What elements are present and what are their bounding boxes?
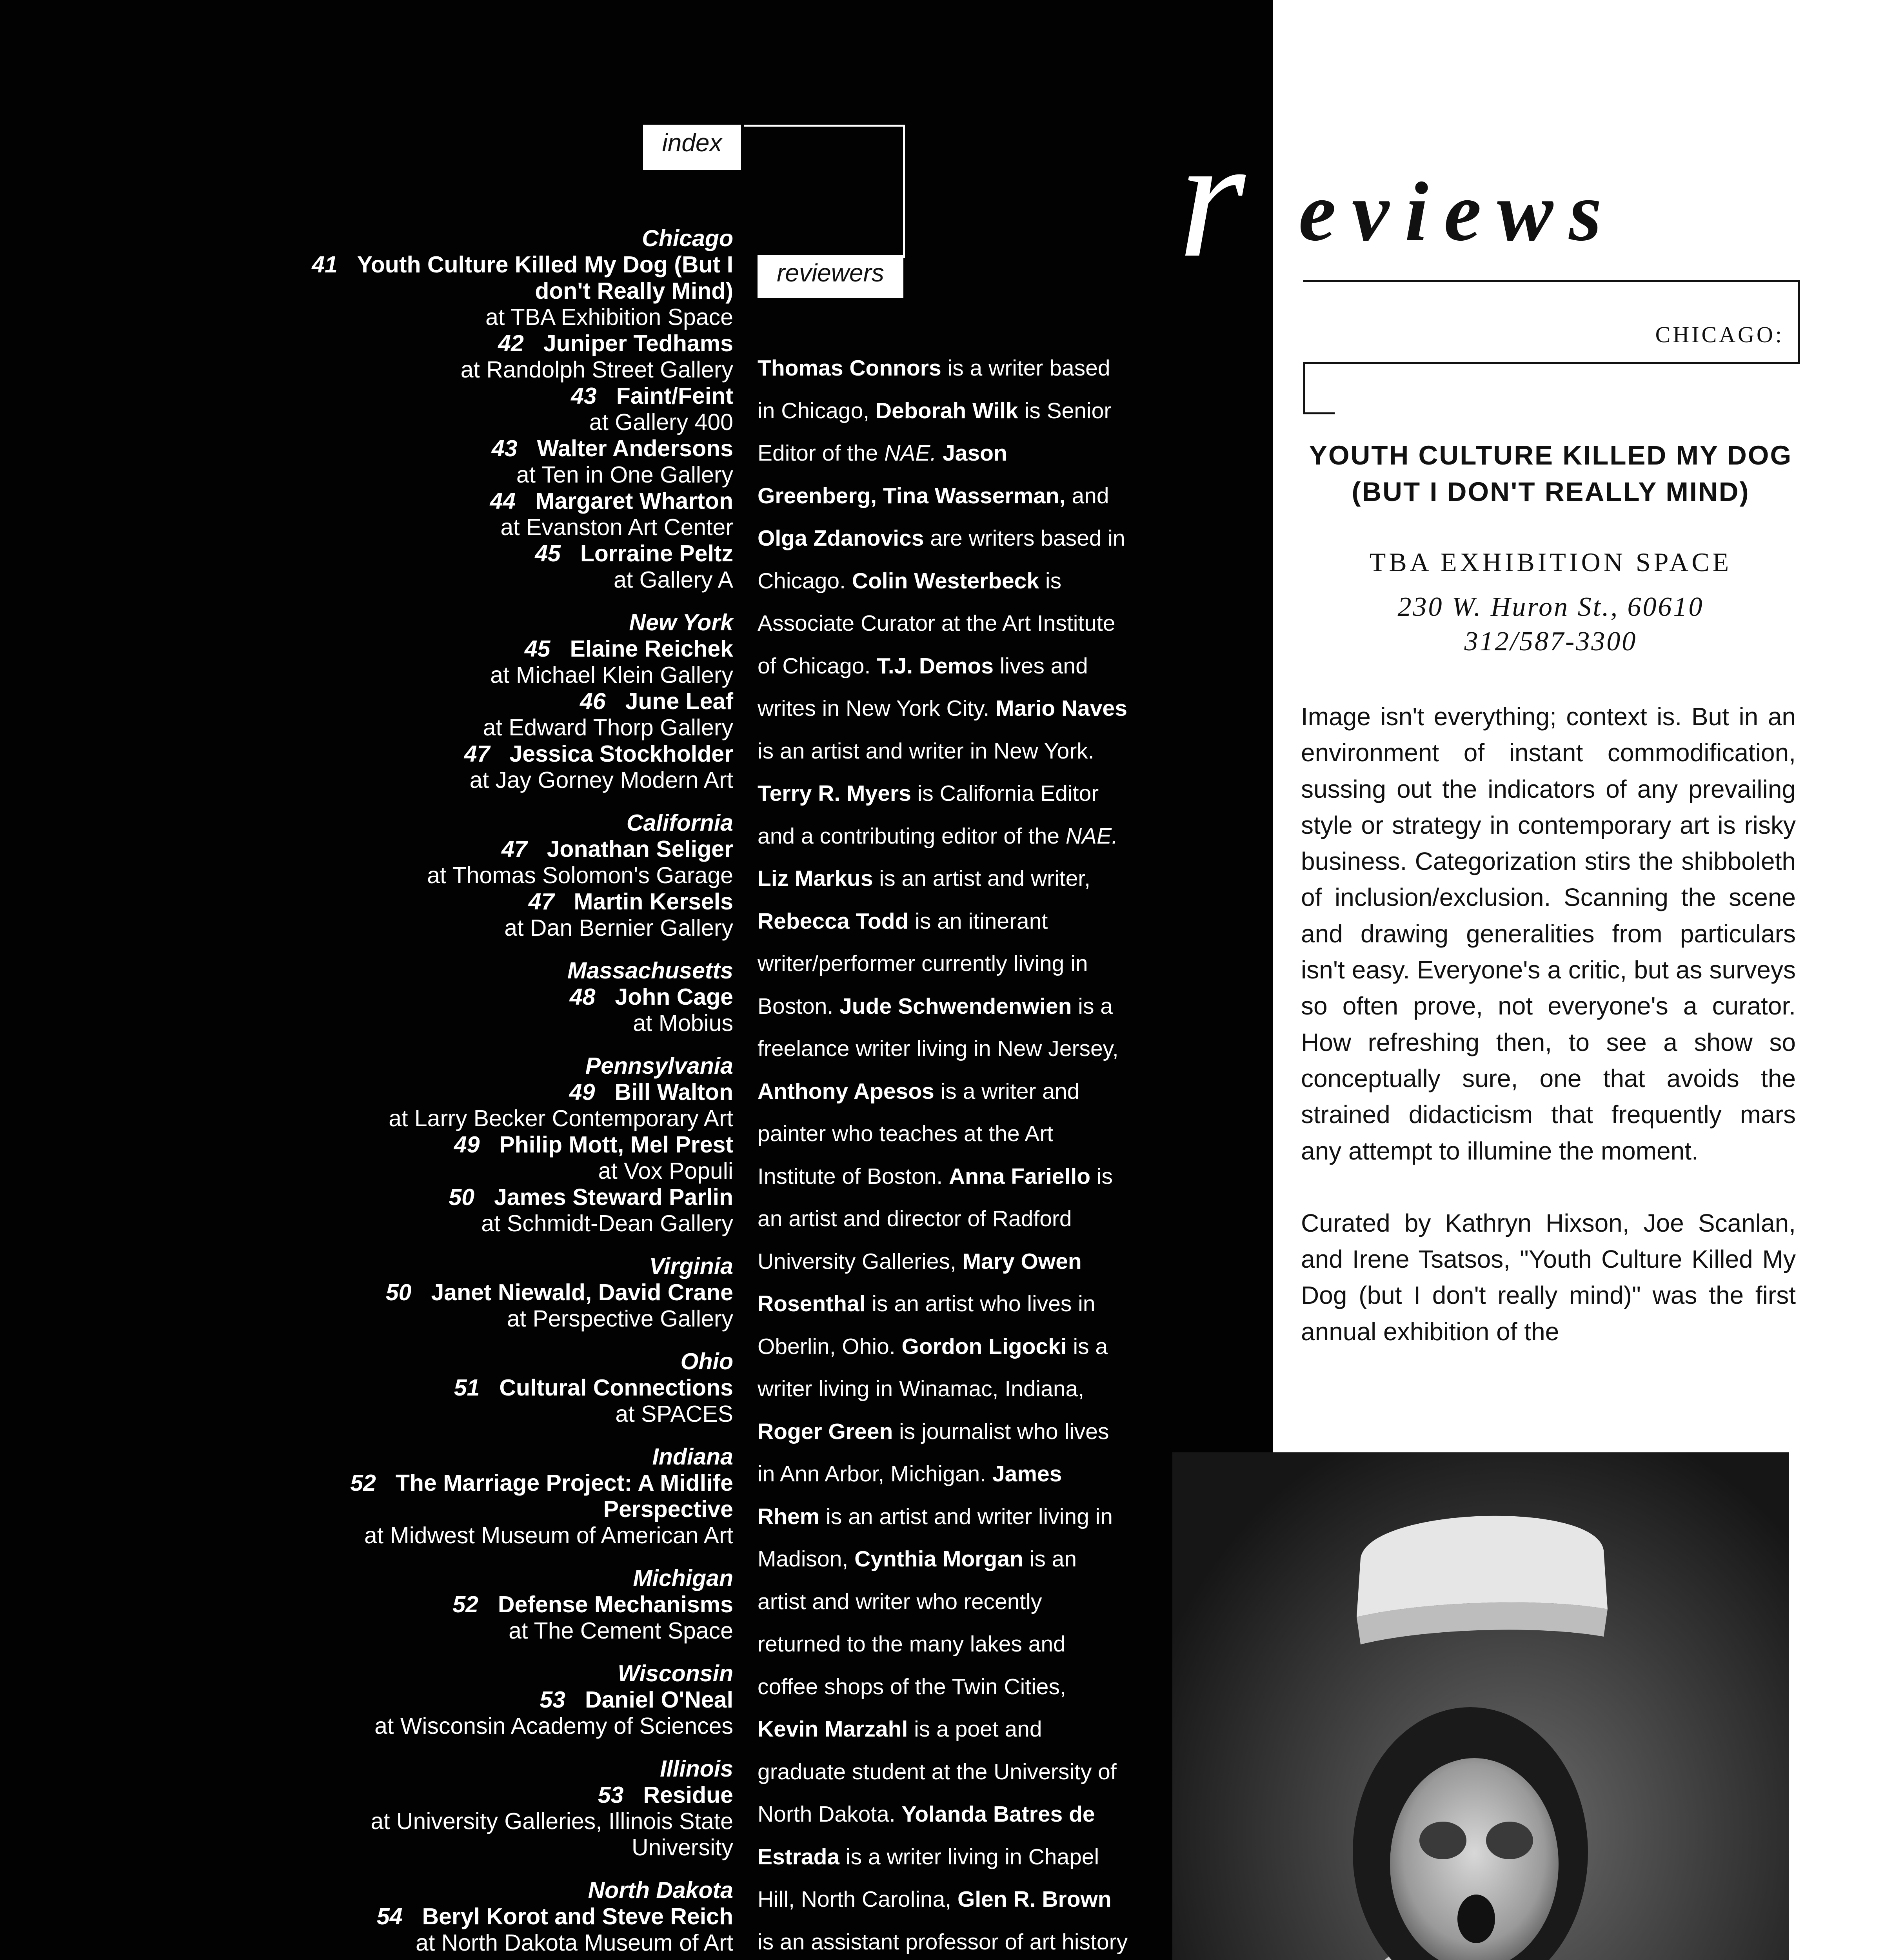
reviewer-text: is a freelance writer living in New Jersey, <box>758 993 1119 1061</box>
index-bracket <box>744 125 905 258</box>
index-entry-title <box>274 1079 733 1105</box>
index-entry-title <box>274 1184 733 1210</box>
index-venue: at Perspective Gallery <box>507 1306 733 1332</box>
reviewer-text: is a writer living in Winamac, Indiana, <box>758 1334 1108 1401</box>
index-entry-title <box>274 741 733 767</box>
reviewer-text: is a writer based in Chicago, <box>758 356 1110 423</box>
index-entry-title <box>274 889 733 915</box>
index-page-number: 48 <box>569 984 596 1010</box>
header-box-bracket-foot <box>1303 412 1335 414</box>
index-title-text: Youth Culture Killed My Dog (But I don't Really Mind) <box>357 252 733 304</box>
index-entry-title <box>274 984 733 1010</box>
index-title-text: John Cage <box>615 984 733 1010</box>
reviewer-name: Mario Naves <box>996 696 1127 721</box>
reviewer-text: is Senior Editor of the <box>758 398 1112 466</box>
review-address <box>1294 590 1808 659</box>
photo-margin <box>1789 1452 1884 1960</box>
reviewer-text: is a writer living in Chapel Hill, North Carolina, <box>758 1844 1099 1912</box>
index-title-text: Jessica Stockholder <box>509 741 733 767</box>
reviewer-text: is an artist and writer living in Madison, <box>758 1504 1113 1572</box>
index-venue: at Wisconsin Academy of Sciences <box>374 1713 733 1739</box>
index-venue: at Vox Populi <box>598 1158 733 1184</box>
index-title-text: Faint/Feint <box>616 383 733 409</box>
index-page-number: 42 <box>498 330 524 356</box>
reviewer-text: is an artist and director of Radford University Galleries, <box>758 1163 1113 1274</box>
photo-figure <box>1172 1452 1789 1960</box>
index-venue: at Michael Klein Gallery <box>490 662 733 688</box>
reviewer-name: Deborah Wilk <box>876 398 1018 423</box>
index-page-number: 50 <box>449 1184 475 1210</box>
reviewer-text: are writers based in Chicago. <box>758 526 1125 593</box>
index-list <box>274 225 733 1960</box>
reviewer-text: is California Editor and a contributing editor of the <box>758 781 1099 849</box>
index-region: North Dakota <box>588 1877 733 1903</box>
index-venue: at Schmidt-Dean Gallery <box>481 1210 733 1236</box>
reviewer-name: Anna Fariello <box>948 1163 1091 1189</box>
index-entry-title <box>274 1687 733 1713</box>
index-region: Wisconsin <box>618 1661 733 1686</box>
index-venue: at Jay Gorney Modern Art <box>469 767 733 793</box>
reviewer-name: Terry R. Myers <box>758 781 911 806</box>
reviewer-name: Olga Zdanovics <box>758 526 924 551</box>
index-region: Illinois <box>660 1756 733 1782</box>
index-venue: at Randolph Street Gallery <box>460 357 733 383</box>
tab-index: index <box>643 125 741 170</box>
index-title-text: Walter Andersons <box>537 436 733 461</box>
review-venue: TBA EXHIBITION SPACE <box>1369 547 1732 577</box>
index-page-number: 47 <box>528 889 554 915</box>
reviewer-name: Mary Owen Rosenthal <box>758 1249 1082 1316</box>
dollface-photo <box>1172 1452 1789 1960</box>
index-title-text: Residue <box>643 1782 733 1808</box>
index-title-text: Lorraine Peltz <box>580 541 733 566</box>
review-title: YOUTH CULTURE KILLED MY DOG (BUT I DON'T REALLY MIND) <box>1309 440 1793 507</box>
index-region: Michigan <box>633 1565 733 1591</box>
index-page-number: 52 <box>350 1470 376 1496</box>
index-entry-title <box>274 1782 733 1808</box>
index-venue: at Larry Becker Contemporary Art <box>389 1105 733 1131</box>
reviewer-text: lives and writes in New York City. <box>758 653 1088 721</box>
reviewer-name: T.J. Demos <box>877 653 994 679</box>
index-entry-title <box>274 436 733 462</box>
reviewer-text: NAE. <box>1065 823 1118 849</box>
index-title-text: Cultural Connections <box>499 1375 733 1401</box>
index-page-number: 45 <box>535 541 561 566</box>
index-page-number: 53 <box>540 1687 565 1713</box>
reviewers-text <box>758 347 1130 1960</box>
index-venue: at The Cement Space <box>509 1618 733 1644</box>
index-entry-title <box>274 636 733 662</box>
index-title-text: Daniel O'Neal <box>585 1687 733 1713</box>
reviewer-text: and <box>1065 483 1109 508</box>
reviewer-name: Cynthia Morgan <box>854 1546 1023 1572</box>
reviewer-text: is an itinerant writer/performer currently living in Boston. <box>758 908 1088 1019</box>
index-entry-title <box>274 1375 733 1401</box>
index-venue: at Thomas Solomon's Garage <box>427 862 733 888</box>
index-venue: at University Galleries, Illinois State University <box>371 1808 733 1860</box>
index-venue: at TBA Exhibition Space <box>485 304 733 330</box>
index-region: Massachusetts <box>567 958 733 984</box>
index-page-number: 50 <box>385 1279 412 1305</box>
index-entry-title <box>274 1279 733 1306</box>
index-venue: at SPACES <box>615 1401 733 1427</box>
index-entry-title <box>274 1904 733 1930</box>
index-title-text: Janet Niewald, David Crane <box>431 1279 733 1305</box>
index-page-number: 46 <box>580 688 606 714</box>
reviewer-name: Jason Greenberg, Tina Wasserman, <box>758 441 1066 508</box>
index-region: Virginia <box>649 1253 733 1279</box>
reviewer-name: Gordon Ligocki <box>901 1334 1067 1359</box>
index-title-text: Defense Mechanisms <box>498 1592 733 1617</box>
reviewer-name: James Rhem <box>758 1461 1062 1529</box>
index-page-number: 53 <box>598 1782 624 1808</box>
index-entry-title <box>274 836 733 862</box>
index-page-number: 41 <box>312 252 338 278</box>
index-venue: at Midwest Museum of American Art <box>364 1523 733 1548</box>
reviewer-name: Kevin Marzahl <box>758 1717 908 1742</box>
index-entry-title <box>274 1470 733 1523</box>
reviewer-name: Rebecca Todd <box>758 908 909 934</box>
index-region: Pennsylvania <box>585 1053 733 1079</box>
index-venue: at Gallery 400 <box>589 409 733 435</box>
index-venue: at Edward Thorp Gallery <box>483 715 733 740</box>
index-page-number: 47 <box>464 741 490 767</box>
section-initial-letter: r <box>1178 102 1246 293</box>
index-title-text: Bill Walton <box>614 1079 733 1105</box>
reviewer-text: NAE. <box>884 441 937 466</box>
index-region: Ohio <box>680 1348 733 1374</box>
index-venue: at Dan Bernier Gallery <box>504 915 733 941</box>
reviewer-name: Roger Green <box>758 1419 893 1444</box>
reviewer-text: is a poet and graduate student at the University of North Dakota. <box>758 1717 1117 1827</box>
index-entry-title <box>274 488 733 514</box>
reviewer-text: is Associate Curator at the Art Institute of Chicago. <box>758 568 1116 679</box>
reviewer-text <box>936 441 943 466</box>
review-paragraph-2: Curated by Kathryn Hixson, Joe Scanlan, and Irene Tsatsos, "Youth Culture Killed My Dog (but I don't really mind)" was the first annual exhibition of the <box>1301 1209 1796 1346</box>
reviewer-text: is an artist and writer, <box>873 866 1090 891</box>
index-title-text: Margaret Wharton <box>535 488 733 514</box>
index-title-text: Martin Kersels <box>574 889 733 915</box>
index-entry-title <box>274 383 733 409</box>
index-region: California <box>626 810 733 836</box>
section-title: eviews <box>1299 165 1618 258</box>
index-title-text: Juniper Tedhams <box>543 330 733 356</box>
index-title-text: June Leaf <box>625 688 733 714</box>
reviewer-text: is an assistant professor of art history <box>758 1929 1128 1955</box>
reviewer-text: is a writer and painter who teaches at the Art Institute of Boston. <box>758 1078 1080 1189</box>
reviewer-text: is an artist and writer in New York. <box>758 738 1094 764</box>
index-title-text: The Marriage Project: A Midlife Perspective <box>395 1470 733 1522</box>
index-page-number: 51 <box>454 1375 480 1401</box>
index-title-text: Beryl Korot and Steve Reich <box>422 1904 733 1929</box>
reviewer-text: is an artist and writer who recently returned to the many lakes and coffee shops of the Twin Cities, <box>758 1546 1077 1699</box>
index-entry-title <box>274 330 733 357</box>
reviewer-name: Jude Schwendenwien <box>839 993 1072 1019</box>
index-region: New York <box>629 610 733 635</box>
index-entry-title <box>274 688 733 715</box>
tab-reviewers: reviewers <box>758 255 903 298</box>
index-page-number: 47 <box>501 836 527 862</box>
index-entry-title <box>274 252 733 304</box>
reviewer-name: Yolanda Batres de Estrada <box>758 1802 1095 1869</box>
index-page-number: 54 <box>376 1904 403 1929</box>
index-page-number: 49 <box>569 1079 595 1105</box>
index-venue: at Mobius <box>633 1010 733 1036</box>
index-venue: at North Dakota Museum of Art <box>416 1930 733 1956</box>
index-page-number: 52 <box>452 1592 478 1617</box>
index-page-number: 49 <box>454 1132 480 1158</box>
reviewer-name: Colin Westerbeck <box>852 568 1039 593</box>
index-region: Indiana <box>652 1444 733 1470</box>
review-phone: 312/587-3300 <box>1464 626 1637 657</box>
review-body <box>1301 699 1796 1386</box>
reviewer-text: is journalist who lives in Ann Arbor, Michigan. <box>758 1419 1109 1486</box>
index-page-number: 45 <box>524 636 550 662</box>
index-page-number: 44 <box>490 488 516 514</box>
index-venue: at Ten in One Gallery <box>516 462 733 488</box>
city-heading: CHICAGO: <box>1655 322 1784 347</box>
index-entry-title <box>274 1132 733 1158</box>
index-page-number: 43 <box>571 383 597 409</box>
index-title-text: James Steward Parlin <box>494 1184 733 1210</box>
index-venue: at Gallery A <box>614 567 733 593</box>
reviewer-text: is an artist who lives in Oberlin, Ohio. <box>758 1291 1096 1359</box>
reviewer-name: Anthony Apesos <box>758 1078 934 1104</box>
index-venue: at Evanston Art Center <box>500 514 733 540</box>
index-title-text: Elaine Reichek <box>570 636 733 662</box>
index-entry-title <box>274 541 733 567</box>
header-box-bracket <box>1303 364 1305 414</box>
index-title-text: Philip Mott, Mel Prest <box>499 1132 733 1158</box>
index-region: Chicago <box>642 225 733 251</box>
review-paragraph-1: Image isn't everything; context is. But in an environment of instant commodification, sussing out the indicators of any prevailing style or strategy in contemporary art is risky business. Categorization stirs the shibboleth of inclusion/exclusion. Scanning the scene and drawing generalities from particulars isn't easy. Everyone's a critic, but as surveys so often prove, not everyone's a curator. How refreshing then, to see a show so conceptually sure, one that avoids the strained didacticism that frequently mars any attempt to illumine the moment. <box>1301 702 1796 1165</box>
index-page-number: 43 <box>491 436 518 461</box>
review-street: 230 W. Huron St., 60610 <box>1397 592 1704 622</box>
index-entry-title <box>274 1592 733 1618</box>
reviewer-name: Liz Markus <box>758 866 873 891</box>
reviewer-name: Glen R. Brown <box>957 1887 1112 1912</box>
index-title-text: Jonathan Seliger <box>547 836 733 862</box>
reviewer-name: Thomas Connors <box>758 356 941 381</box>
